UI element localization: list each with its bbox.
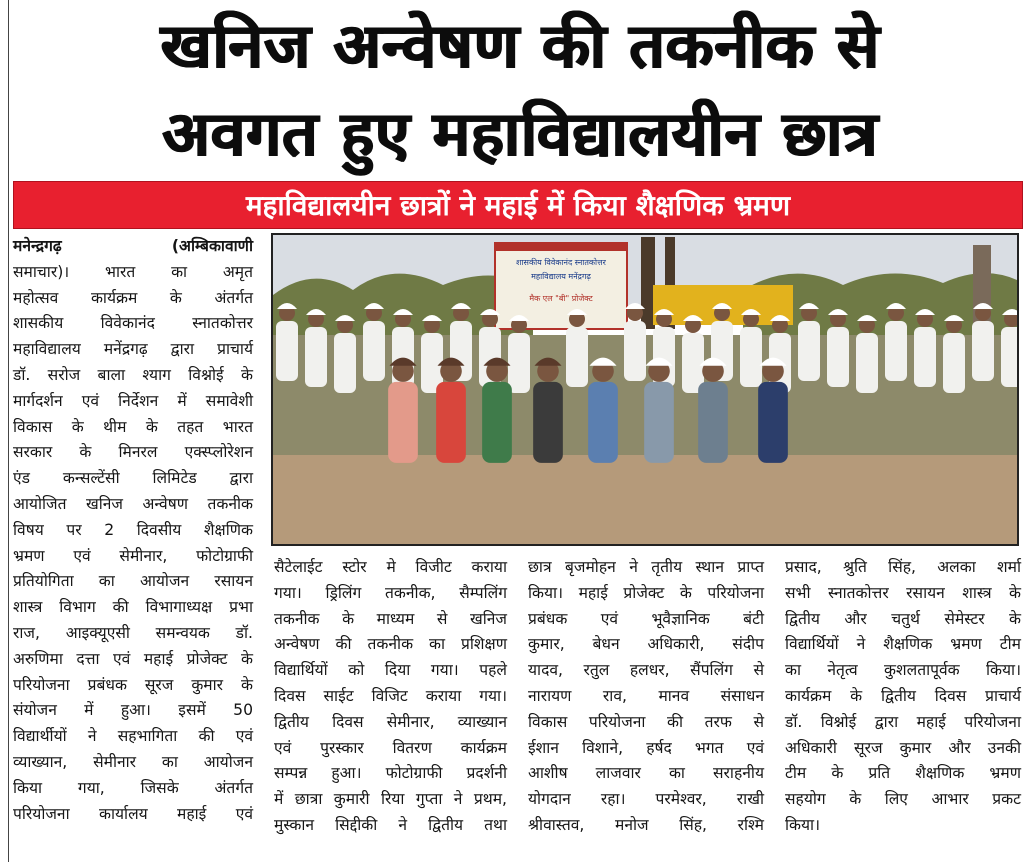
article-line: प्रतियोगिता का आयोजन रसायन: [13, 572, 253, 591]
article-column-4: [785, 555, 1021, 839]
article-line: अरुणिमा दत्ता एवं महाई प्रोजेक्ट के: [13, 649, 253, 668]
article-line: विषय पर 2 दिवसीय शैक्षणिक: [13, 520, 253, 539]
person-figure: [914, 309, 936, 387]
person-figure: [276, 303, 298, 381]
article-line: राज, आइक्यूएसी समन्वयक डॉ.: [13, 623, 253, 642]
person-figure: [798, 303, 820, 381]
article-line: छात्र बृजमोहन ने तृतीय स्थान प्राप्त: [528, 558, 764, 576]
article-line: का नेतृत्व कुशलतापूर्वक किया।: [785, 661, 1021, 680]
article-line: आयोजित खनिज अन्वेषण तकनीक: [13, 494, 253, 513]
banner-text-3: मैक एल "बी" प्रोजेक्ट: [529, 294, 593, 303]
article-line: तकनीक के माध्यम से खनिज: [274, 609, 507, 628]
person-figure: [334, 315, 356, 393]
article-line: विद्यार्थीयों ने सहभागिता की एवं: [13, 727, 253, 746]
article-line: द्वितीय और चतुर्थ सेमेस्टर के: [785, 609, 1021, 628]
person-figure: [305, 309, 327, 387]
article-line: डॉ. सरोज बाला श्याग विश्नोई के: [13, 365, 253, 384]
article-line: आशीष लाजवार का सराहनीय: [528, 764, 764, 783]
person-figure: [827, 309, 849, 387]
person-figure: [588, 358, 618, 463]
article-line: कुमार, बेधन अधिकारी, संदीप: [528, 635, 764, 654]
person-figure: [508, 315, 530, 393]
person-figure: [758, 358, 788, 463]
person-figure: [566, 309, 588, 387]
headline: [20, 2, 1021, 178]
person-figure: [856, 315, 878, 393]
article-line: नारायण राव, मानव संसाधन: [528, 686, 764, 705]
article-line: द्वितीय दिवस सेमीनार, व्याख्यान: [274, 712, 507, 731]
article-line: डॉ. विश्नोई द्वारा महाई परियोजना: [785, 712, 1021, 731]
person-figure: [624, 303, 646, 381]
article-line: एवं पुरस्कार वितरण कार्यक्रम: [274, 738, 507, 757]
article-line: शास्त्र विभाग की विभागाध्यक्ष प्रभा: [13, 598, 253, 617]
article-line: संयोजन में हुआ। इसमें 50: [13, 701, 253, 720]
subheadline-banner: [13, 181, 1023, 229]
article-column-2: [274, 555, 507, 839]
group-photo-illustration: [273, 235, 1017, 544]
article-line: एंड कन्सल्टेंसी लिमिटेड द्वारा: [13, 469, 253, 488]
article-line: ईशान विशाने, हर्षद भगत एवं: [528, 738, 764, 757]
article-line: विद्यार्थियों को दिया गया। पहले: [274, 661, 507, 680]
article-line: व्याख्यान, सेमीनार का आयोजन: [13, 752, 253, 771]
article-line: प्रबंधक एवं भूवैज्ञानिक बंटी: [528, 609, 764, 628]
article-line: विकास के थीम के तहत भारत: [13, 417, 253, 436]
article-line: श्रीवास्तव, मनोज सिंह, रश्मि: [528, 815, 764, 834]
article-line: मुस्कान सिद्दीकी ने द्वितीय तथा: [274, 815, 507, 834]
person-figure: [436, 358, 466, 463]
article-line: योगदान रहा। परमेश्वर, राखी: [528, 790, 764, 809]
article-line: सहयोग के लिए आभार प्रकट: [785, 790, 1021, 809]
article-line: महाविद्यालय मनेंद्रगढ़ द्वारा प्राचार्य: [13, 340, 253, 359]
article-line: विकास परियोजना की तरफ से: [528, 712, 764, 731]
article-line: टीम के प्रति शैक्षणिक भ्रमण: [785, 764, 1021, 783]
person-figure: [388, 358, 418, 463]
article-line: किया। महाई प्रोजेक्ट के परियोजना: [528, 583, 764, 602]
article-line: भ्रमण एवं सेमीनार, फोटोग्राफी: [13, 546, 253, 565]
article-line: परियोजना कार्यालय महाई एवं: [13, 804, 253, 823]
article-line: में छात्रा कुमारी रिया गुप्ता ने प्रथम,: [274, 790, 507, 809]
dateline-line-1: मनेन्द्रगढ़ (अम्बिकावाणी: [13, 237, 253, 255]
banner-text-1: शासकीय विवेकानंद स्नातकोत्तर: [516, 258, 606, 267]
article-column-3: [528, 555, 764, 839]
headline-line-2: अवगत हुए महाविद्यालयीन छात्र: [162, 97, 879, 170]
article-line: कार्यक्रम के द्वितीय दिवस प्राचार्य: [785, 686, 1021, 705]
article-line: अन्वेषण की तकनीक का प्रशिक्षण: [274, 635, 507, 654]
article-line: किया।: [785, 815, 821, 834]
article-line: प्रसाद, श्रुति सिंह, अलका शर्मा: [785, 558, 1021, 576]
article-line: मार्गदर्शन एवं निर्देशन में समावेशी: [13, 391, 253, 410]
headline-line-1: खनिज अन्वेषण की तकनीक से: [160, 9, 881, 82]
person-figure: [533, 358, 563, 463]
person-figure: [698, 358, 728, 463]
article-line: शासकीय विवेकानंद स्नातकोत्तर: [13, 314, 253, 333]
page-left-rule: [8, 0, 9, 862]
person-figure: [972, 303, 994, 381]
person-figure: [421, 315, 443, 393]
article-line: परियोजना प्रबंधक सूरज कुमार के: [13, 675, 253, 694]
subheadline-text: महाविद्यालयीन छात्रों ने महाई में किया शैक्षणिक भ्रमण: [245, 189, 791, 222]
banner-text-2: महाविद्यालय मनेंद्रगढ़: [531, 272, 591, 281]
article-line: अधिकारी सूरज कुमार और उनकी: [785, 738, 1021, 757]
article-line: सैटेलाईट स्टोर मे विजीट कराया: [274, 558, 507, 576]
article-line: किया गया, जिसके अंतर्गत: [13, 778, 253, 797]
person-figure: [363, 303, 385, 381]
article-line: समाचार)। भारत का अमृत: [13, 262, 253, 281]
person-figure: [740, 309, 762, 387]
person-figure: [482, 358, 512, 463]
photo-ground: [273, 450, 1017, 544]
article-line: यादव, रतुल हलधर, सैंपलिंग से: [528, 661, 764, 680]
article-line: महोत्सव कार्यक्रम के अंतर्गत: [13, 288, 253, 307]
article-line: विद्यार्थियों ने शैक्षणिक भ्रमण टीम: [785, 635, 1021, 654]
person-figure: [943, 315, 965, 393]
group-photo: [271, 233, 1019, 546]
article-line: दिवस साईट विजिट कराया गया।: [274, 686, 507, 705]
article-line: सभी स्नातकोत्तर रसायन शास्त्र के: [785, 583, 1021, 602]
article-line: सरकार के मिनरल एक्स्प्लोरेशन: [13, 443, 253, 462]
person-figure: [682, 315, 704, 393]
article-column-1: [13, 234, 253, 827]
person-figure: [885, 303, 907, 381]
article-line: गया। ड्रिलिंग तकनीक, सैम्पलिंग: [274, 583, 507, 602]
article-line: सम्पन्न हुआ। फोटोग्राफी प्रदर्शनी: [274, 764, 507, 783]
person-figure: [644, 358, 674, 463]
